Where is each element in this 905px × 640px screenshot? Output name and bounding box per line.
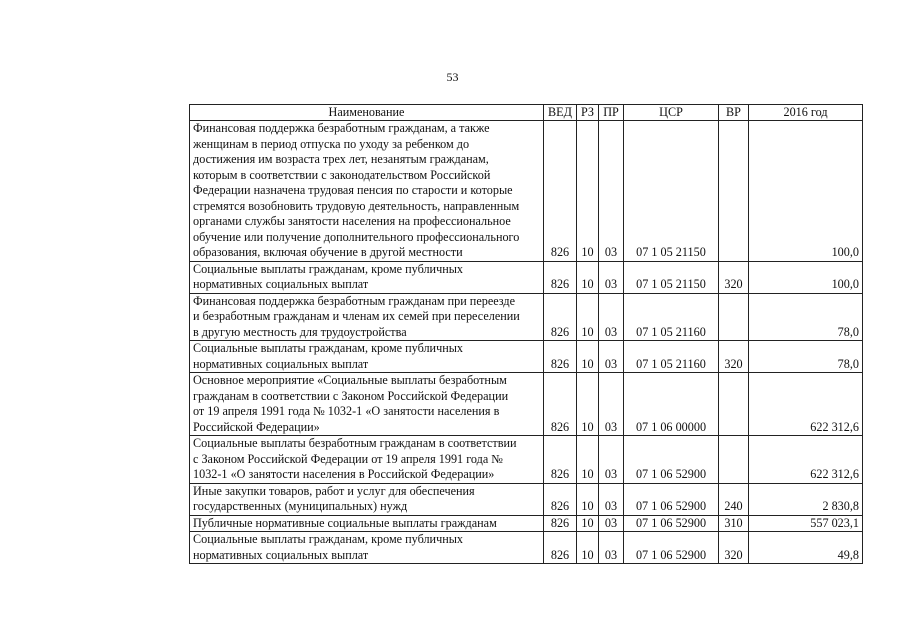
row-amount: 49,8 xyxy=(749,532,863,564)
row-ved: 826 xyxy=(544,373,577,436)
row-name-line: которым в соответствии с законодательством Российской xyxy=(193,167,491,182)
table-row xyxy=(190,373,863,436)
row-pr: 03 xyxy=(599,293,624,341)
row-pr: 03 xyxy=(599,121,624,262)
row-name-line: в другую местность для трудоустройства xyxy=(193,324,407,339)
row-name xyxy=(190,436,544,484)
row-name-line: Социальные выплаты гражданам, кроме публичных xyxy=(193,532,463,546)
row-name-line: Социальные выплаты безработным гражданам в соответствии xyxy=(193,436,517,450)
page-number: 53 xyxy=(446,70,459,84)
row-name-line: органами службы занятости населения на профессиональное xyxy=(193,214,511,228)
row-vr: 310 xyxy=(719,515,749,532)
table-row xyxy=(190,341,863,373)
row-name xyxy=(190,121,544,262)
row-csr: 07 1 06 52900 xyxy=(624,515,719,532)
row-vr: 320 xyxy=(719,341,749,373)
row-pr: 03 xyxy=(599,436,624,484)
row-name-line: стремятся возобновить трудовую деятельность, направленным xyxy=(193,198,520,213)
row-csr: 07 1 05 21150 xyxy=(624,121,719,262)
row-pr: 03 xyxy=(599,341,624,373)
row-name-line: Основное мероприятие «Социальные выплаты безработным xyxy=(193,373,507,387)
table-header xyxy=(190,105,863,121)
row-name-line: Финансовая поддержка безработным гражданам при переезде xyxy=(193,293,515,308)
row-rz: 10 xyxy=(577,341,599,373)
row-name-line: Иные закупки товаров, работ и услуг для обеспечения xyxy=(193,483,475,498)
row-rz: 10 xyxy=(577,261,599,293)
row-rz: 10 xyxy=(577,483,599,515)
table-row xyxy=(190,121,863,262)
row-vr: 320 xyxy=(719,532,749,564)
header-pr: ПР xyxy=(599,105,624,121)
row-csr: 07 1 06 00000 xyxy=(624,373,719,436)
row-amount: 100,0 xyxy=(749,121,863,262)
table-row xyxy=(190,483,863,515)
row-ved: 826 xyxy=(544,261,577,293)
row-ved: 826 xyxy=(544,515,577,532)
row-amount: 2 830,8 xyxy=(749,483,863,515)
row-ved: 826 xyxy=(544,341,577,373)
row-amount: 78,0 xyxy=(749,293,863,341)
row-name xyxy=(190,532,544,564)
table-row xyxy=(190,532,863,564)
row-name-line: Социальные выплаты гражданам, кроме публичных xyxy=(193,261,463,276)
row-rz: 10 xyxy=(577,373,599,436)
row-name-line: и безработным гражданам и членам их семей при переселении xyxy=(193,309,520,323)
header-csr: ЦСР xyxy=(624,105,719,121)
row-name xyxy=(190,515,544,532)
row-name-line: с Законом Российской Федерации от 19 апреля 1991 года № xyxy=(193,451,503,466)
header-year: 2016 год xyxy=(749,105,863,121)
row-ved: 826 xyxy=(544,483,577,515)
row-name-line: образования, включая обучение в другой местности xyxy=(193,245,463,259)
row-ved: 826 xyxy=(544,532,577,564)
row-name-line: достижения им возраста трех лет, незанятым гражданам, xyxy=(193,152,489,166)
row-csr: 07 1 05 21160 xyxy=(624,293,719,341)
row-csr: 07 1 05 21150 xyxy=(624,261,719,293)
row-ved: 826 xyxy=(544,436,577,484)
row-vr xyxy=(719,121,749,262)
row-ved: 826 xyxy=(544,121,577,262)
row-rz: 10 xyxy=(577,515,599,532)
table-row xyxy=(190,436,863,484)
row-name-line: женщинам в период отпуска по уходу за ребенком до xyxy=(193,136,470,151)
row-vr xyxy=(719,293,749,341)
row-name-line: от 19 апреля 1991 года № 1032-1 «О занятости населения в xyxy=(193,404,500,418)
row-vr: 320 xyxy=(719,261,749,293)
row-name xyxy=(190,293,544,341)
row-vr: 240 xyxy=(719,483,749,515)
row-name-line: нормативных социальных выплат xyxy=(193,547,369,562)
row-name xyxy=(190,261,544,293)
row-rz: 10 xyxy=(577,436,599,484)
row-amount: 622 312,6 xyxy=(749,373,863,436)
row-name-line: Российской Федерации» xyxy=(193,419,320,434)
row-vr xyxy=(719,436,749,484)
table-body xyxy=(190,121,863,564)
header-row xyxy=(190,105,863,121)
row-name xyxy=(190,483,544,515)
header-name: Наименование xyxy=(190,105,544,121)
row-csr: 07 1 06 52900 xyxy=(624,483,719,515)
row-name-line: Публичные нормативные социальные выплаты гражданам xyxy=(193,515,497,530)
table-row xyxy=(190,515,863,532)
row-rz: 10 xyxy=(577,121,599,262)
row-name-line: Федерации назначена трудовая пенсия по старости и которые xyxy=(193,183,513,197)
row-rz: 10 xyxy=(577,293,599,341)
row-csr: 07 1 05 21160 xyxy=(624,341,719,373)
row-name-line: гражданам в соответствии с Законом Российской Федерации xyxy=(193,388,509,403)
row-pr: 03 xyxy=(599,261,624,293)
row-name-line: обучение или получение дополнительного профессионального xyxy=(193,229,520,244)
row-name-line: Социальные выплаты гражданам, кроме публичных xyxy=(193,341,463,355)
row-name xyxy=(190,341,544,373)
row-amount: 100,0 xyxy=(749,261,863,293)
row-amount: 78,0 xyxy=(749,341,863,373)
row-pr: 03 xyxy=(599,532,624,564)
header-vr: ВР xyxy=(719,105,749,121)
header-ved: ВЕД xyxy=(544,105,577,121)
header-rz: РЗ xyxy=(577,105,599,121)
row-pr: 03 xyxy=(599,515,624,532)
row-name-line: 1032-1 «О занятости населения в Российской Федерации» xyxy=(193,467,495,481)
row-ved: 826 xyxy=(544,293,577,341)
row-name-line: Финансовая поддержка безработным гражданам, а также xyxy=(193,121,490,135)
row-rz: 10 xyxy=(577,532,599,564)
row-vr xyxy=(719,373,749,436)
row-name-line: нормативных социальных выплат xyxy=(193,356,369,371)
row-pr: 03 xyxy=(599,483,624,515)
table-row xyxy=(190,293,863,341)
table-row xyxy=(190,261,863,293)
row-amount: 557 023,1 xyxy=(749,515,863,532)
row-pr: 03 xyxy=(599,373,624,436)
row-name xyxy=(190,373,544,436)
row-csr: 07 1 06 52900 xyxy=(624,436,719,484)
row-amount: 622 312,6 xyxy=(749,436,863,484)
budget-table xyxy=(189,104,863,564)
row-csr: 07 1 06 52900 xyxy=(624,532,719,564)
row-name-line: государственных (муниципальных) нужд xyxy=(193,499,408,513)
row-name-line: нормативных социальных выплат xyxy=(193,277,369,291)
